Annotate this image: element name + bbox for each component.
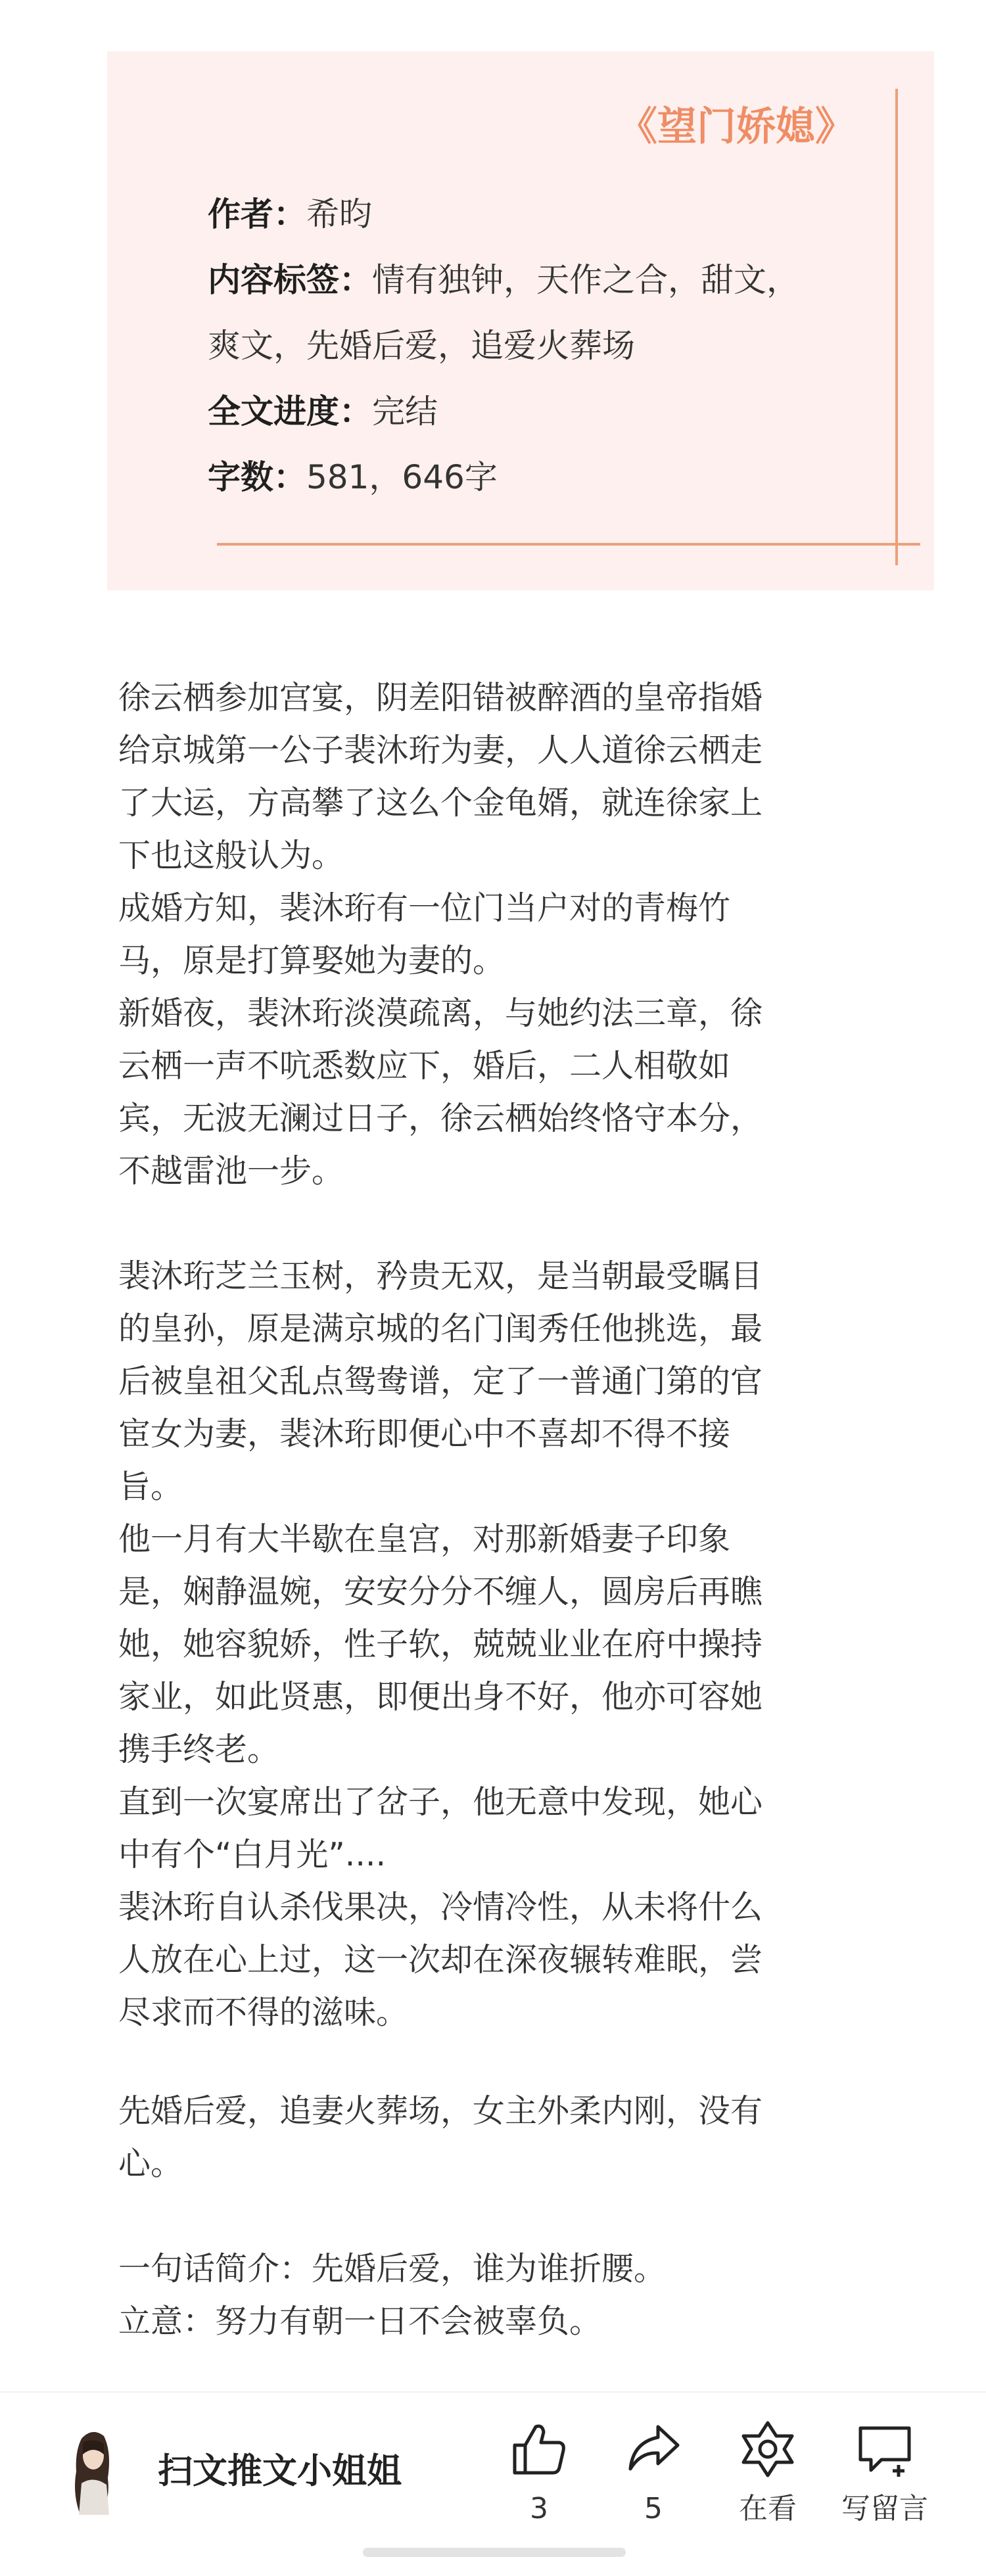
synopsis-line: 下也这般认为。: [118, 837, 344, 874]
synopsis-line: 的皇孙，原是满京城的名门闺秀任他挑选，最: [118, 1310, 763, 1347]
tags-row-continued: [208, 323, 635, 369]
wordcount-row: [208, 454, 498, 500]
synopsis-line: 宦女为妻，裴沐珩即便心中不喜却不得不接: [118, 1415, 731, 1453]
like-count: 3: [530, 2492, 548, 2525]
tags-value-line2: 爽文，先婚后爱，追爱火葬场: [208, 327, 635, 365]
author-label: 作者：: [208, 195, 306, 233]
synopsis-line: 了大运，方高攀了这么个金龟婿，就连徐家上: [118, 784, 763, 822]
theme-statement: 立意：努力有朝一日不会被辜负。: [118, 2303, 602, 2340]
account-name[interactable]: 扫文推文小姐姐: [158, 2451, 402, 2491]
watch-label: 在看: [739, 2492, 797, 2525]
share-count: 5: [644, 2492, 663, 2525]
author-value: 希昀: [306, 195, 372, 233]
progress-row: [208, 388, 438, 434]
tags-label: 内容标签：: [208, 261, 372, 299]
synopsis-line: 裴沐珩芝兰玉树，矜贵无双，是当朝最受瞩目: [118, 1257, 763, 1295]
synopsis-line: 旨。: [118, 1468, 183, 1505]
synopsis-line: 新婚夜，裴沐珩淡漠疏离，与她约法三章，徐: [118, 995, 763, 1032]
synopsis-line: 中有个“白月光”....: [118, 1836, 387, 1873]
synopsis-line: 他一月有大半歇在皇宫，对那新婚妻子印象: [118, 1520, 731, 1558]
comment-plus-icon: [855, 2419, 914, 2478]
flower-icon: [738, 2419, 797, 2478]
tags-row: [208, 257, 799, 303]
avatar[interactable]: [55, 2425, 129, 2517]
synopsis-line: 给京城第一公子裴沐珩为妻，人人道徐云栖走: [118, 732, 763, 769]
synopsis-line: 云栖一声不吭悉数应下，婚后，二人相敬如: [118, 1047, 731, 1085]
progress-label: 全文进度：: [208, 392, 372, 431]
watch-button[interactable]: [715, 2419, 820, 2544]
one-line-summary: 一句话简介：先婚后爱，谁为谁折腰。: [118, 2250, 667, 2287]
home-indicator[interactable]: [363, 2548, 626, 2557]
card-vertical-rule: [895, 89, 898, 565]
synopsis-line: 后被皇祖父乱点鸳鸯谱，定了一普通门第的官: [118, 1363, 763, 1400]
wordcount-value: 581，646字: [306, 458, 498, 496]
progress-value: 完结: [372, 392, 438, 431]
comment-button[interactable]: [832, 2419, 937, 2544]
like-button[interactable]: [486, 2419, 592, 2544]
synopsis-line: 心。: [118, 2145, 183, 2182]
synopsis-line: 直到一次宴席出了岔子，他无意中发现，她心: [118, 1783, 763, 1821]
author-row: [208, 191, 372, 237]
footer-divider: [0, 2391, 986, 2393]
book-title: 《望门娇媳》: [618, 104, 855, 150]
share-button[interactable]: [601, 2419, 706, 2544]
share-arrow-icon: [624, 2419, 683, 2478]
synopsis-line: 先婚后爱，追妻火葬场，女主外柔内刚，没有: [118, 2092, 763, 2130]
tags-value-line1: 情有独钟，天作之合，甜文，: [372, 261, 799, 299]
synopsis-line: 宾，无波无澜过日子，徐云栖始终恪守本分，: [118, 1100, 763, 1137]
synopsis-line: 家业，如此贤惠，即便出身不好，他亦可容她: [118, 1678, 763, 1716]
synopsis-line: 是，娴静温婉，安安分分不缠人，圆房后再瞧: [118, 1573, 763, 1610]
wordcount-label: 字数：: [208, 458, 306, 496]
thumbs-up-icon: [509, 2419, 569, 2478]
comment-label: 写留言: [841, 2492, 928, 2525]
synopsis-line: 马，原是打算娶她为妻的。: [118, 942, 505, 979]
synopsis-line: 尽求而不得的滋味。: [118, 1994, 409, 2031]
synopsis-line: 成婚方知，裴沐珩有一位门当户对的青梅竹: [118, 889, 731, 927]
synopsis-line: 她，她容貌娇，性子软，兢兢业业在府中操持: [118, 1626, 763, 1663]
synopsis-line: 徐云栖参加宫宴，阴差阳错被醉酒的皇帝指婚: [118, 679, 763, 716]
synopsis-line: 人放在心上过，这一次却在深夜辗转难眠，尝: [118, 1941, 763, 1979]
synopsis-line: 携手终老。: [118, 1731, 280, 1768]
card-horizontal-rule: [217, 543, 920, 546]
synopsis-line: 不越雷池一步。: [118, 1152, 344, 1190]
synopsis-line: 裴沐珩自认杀伐果决，冷情冷性，从未将什么: [118, 1888, 763, 1926]
